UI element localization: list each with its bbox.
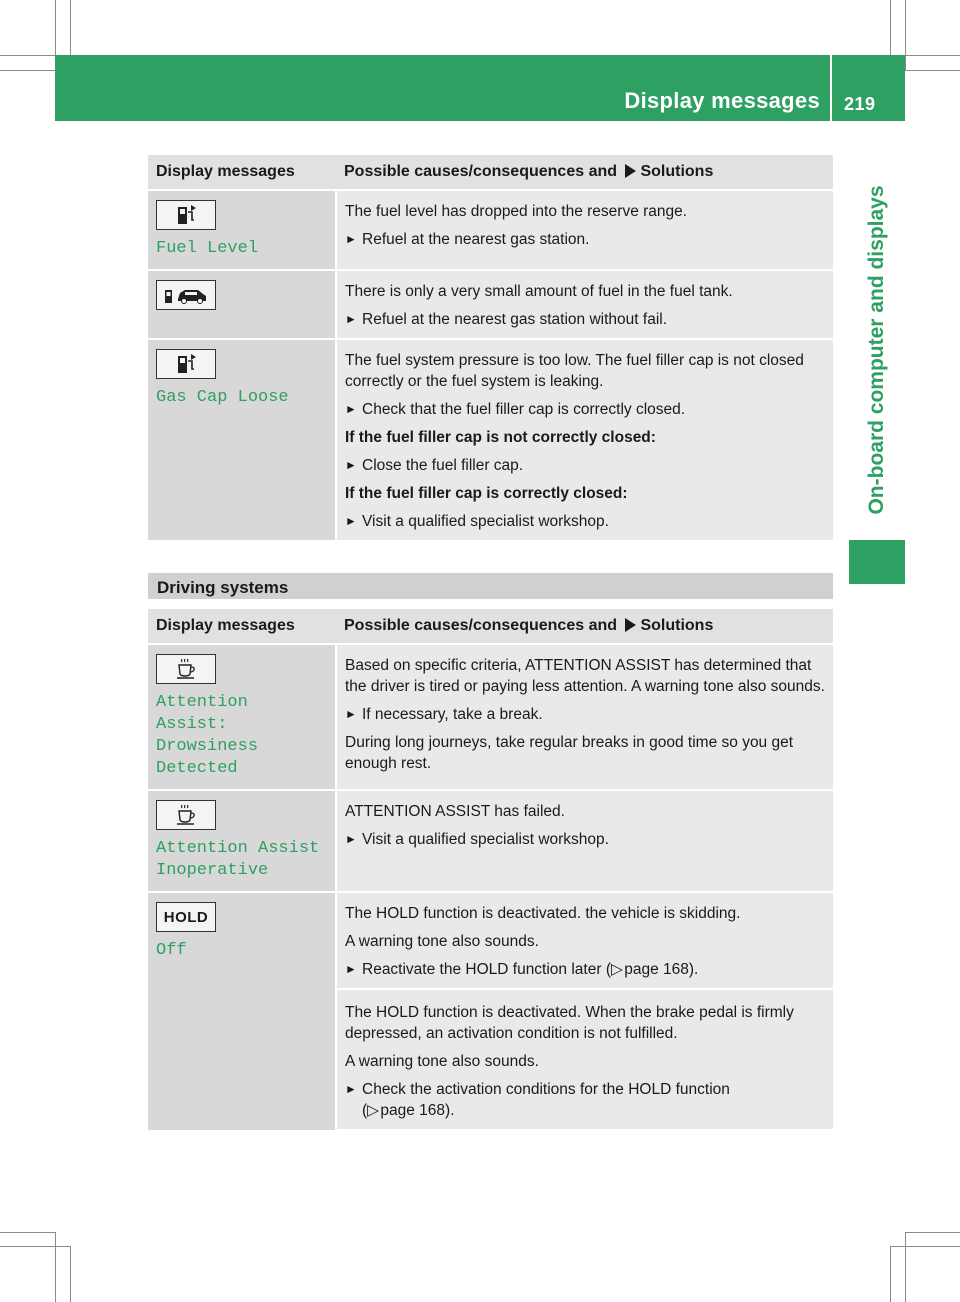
condition-heading: If the fuel filler cap is not correctly closed: [345, 429, 656, 446]
solution-cell [336, 270, 833, 339]
crop-mark [890, 1246, 891, 1302]
solution-step: ► Refuel at the nearest gas station without fail. [345, 311, 668, 328]
fuel-car-icon [156, 280, 216, 310]
display-message-cell [148, 339, 336, 541]
display-message-text: Off [156, 941, 187, 960]
solution-step: ► Visit a qualified specialist workshop. [345, 831, 609, 848]
crop-mark [0, 1232, 55, 1233]
note-text: During long journeys, take regular breaks in good time so you get enough rest. [345, 734, 794, 772]
page-number: 219 [844, 94, 876, 114]
display-message-cell [148, 190, 336, 270]
fuel-pump-icon [156, 200, 216, 230]
crop-mark [0, 70, 55, 71]
note-text: A warning tone also sounds. [345, 1053, 539, 1070]
page-reference-link[interactable]: page 168). [624, 961, 699, 978]
display-message-text: Drowsiness [156, 737, 259, 756]
page-ref-icon: ▷ [367, 1102, 380, 1119]
display-message-cell [148, 270, 336, 339]
display-message-text: Detected [156, 759, 238, 778]
hold-icon: HOLD [156, 902, 216, 932]
arrow-icon [625, 164, 636, 178]
fuel-messages-table [148, 155, 833, 542]
step-arrow-icon: ► [345, 458, 357, 472]
display-message-text: Attention Assist: [156, 693, 248, 734]
crop-mark [905, 1232, 906, 1302]
cause-text: There is only a very small amount of fuel in the fuel tank. [345, 283, 733, 300]
col-display-messages: Display messages [148, 155, 336, 190]
page-title: Display messages [624, 88, 820, 113]
solution-cell [336, 339, 833, 541]
side-tab-marker [849, 540, 905, 584]
section-title: Driving systems [157, 578, 289, 597]
fuel-pump-icon [156, 349, 216, 379]
side-tab-label: On-board computer and displays [865, 185, 888, 515]
arrow-icon [625, 618, 636, 632]
coffee-cup-icon [156, 654, 216, 684]
display-message-cell [148, 644, 336, 790]
driving-messages-table [148, 609, 833, 1131]
step-arrow-icon: ► [345, 1082, 357, 1096]
col-causes-solutions: Possible causes/consequences and Solutions [336, 155, 833, 190]
display-message-cell [148, 790, 336, 892]
table-header-row [148, 155, 833, 190]
crop-mark [0, 1246, 70, 1247]
table-row [148, 190, 833, 270]
crop-mark [905, 0, 906, 70]
solution-step: ► Reactivate the HOLD function later (▷ page 168). [345, 961, 699, 978]
solution-cell [336, 644, 833, 790]
cause-text: The fuel level has dropped into the reserve range. [345, 203, 688, 220]
solution-cell [336, 989, 833, 1130]
solution-step: ► Check the activation conditions for the HOLD function (▷ page 168). [345, 1081, 730, 1119]
table-row [148, 339, 833, 541]
solution-step: ► If necessary, take a break. [345, 706, 543, 723]
col-display-messages: Display messages [148, 609, 336, 644]
display-message-cell [148, 892, 336, 1130]
solution-step: ► Close the fuel filler cap. [345, 457, 524, 474]
crop-mark [890, 1246, 960, 1247]
cause-text: The fuel system pressure is too low. The fuel filler cap is not closed correctly or the fuel system is leaking. [345, 352, 804, 390]
cause-text: The HOLD function is deactivated. When the brake pedal is firmly depressed, an activation condition is not fulfilled. [345, 1004, 794, 1042]
coffee-cup-icon [156, 800, 216, 830]
table-row [148, 270, 833, 339]
step-arrow-icon: ► [345, 707, 357, 721]
crop-mark [70, 1246, 71, 1302]
crop-mark [55, 1232, 56, 1302]
cause-text: Based on specific criteria, ATTENTION ASSIST has determined that the driver is tired or paying less attention. A warning tone also sounds. [345, 657, 825, 695]
solution-step: ► Check that the fuel filler cap is correctly closed. [345, 401, 686, 418]
crop-mark [70, 0, 71, 55]
solution-cell [336, 790, 833, 892]
cause-text: ATTENTION ASSIST has failed. [345, 803, 565, 820]
page-reference-link[interactable]: page 168). [380, 1102, 455, 1119]
table-row [148, 790, 833, 892]
step-arrow-icon: ► [345, 832, 357, 846]
step-arrow-icon: ► [345, 514, 357, 528]
table-row [148, 644, 833, 790]
crop-mark [905, 70, 960, 71]
cause-text: The HOLD function is deactivated. the vehicle is skidding. [345, 905, 741, 922]
solution-cell [336, 190, 833, 270]
condition-heading: If the fuel filler cap is correctly closed: [345, 485, 628, 502]
solution-step: ► Refuel at the nearest gas station. [345, 231, 590, 248]
step-arrow-icon: ► [345, 232, 357, 246]
header-separator [830, 55, 832, 121]
solution-step: ► Visit a qualified specialist workshop. [345, 513, 609, 530]
table-header-row [148, 609, 833, 644]
display-message-text: Attention Assist [156, 839, 320, 858]
crop-mark [890, 0, 891, 55]
crop-mark [905, 1232, 960, 1233]
note-text: A warning tone also sounds. [345, 933, 539, 950]
step-arrow-icon: ► [345, 962, 357, 976]
display-message-text: Inoperative [156, 861, 269, 880]
page-ref-icon: ▷ [610, 961, 623, 978]
display-message-text: Gas Cap Loose [156, 388, 289, 407]
display-message-text: Fuel Level [156, 239, 259, 258]
col-causes-solutions: Possible causes/consequences and Solutions [336, 609, 833, 644]
solution-cell [336, 892, 833, 989]
step-arrow-icon: ► [345, 312, 357, 326]
table-row [148, 892, 833, 989]
step-arrow-icon: ► [345, 402, 357, 416]
